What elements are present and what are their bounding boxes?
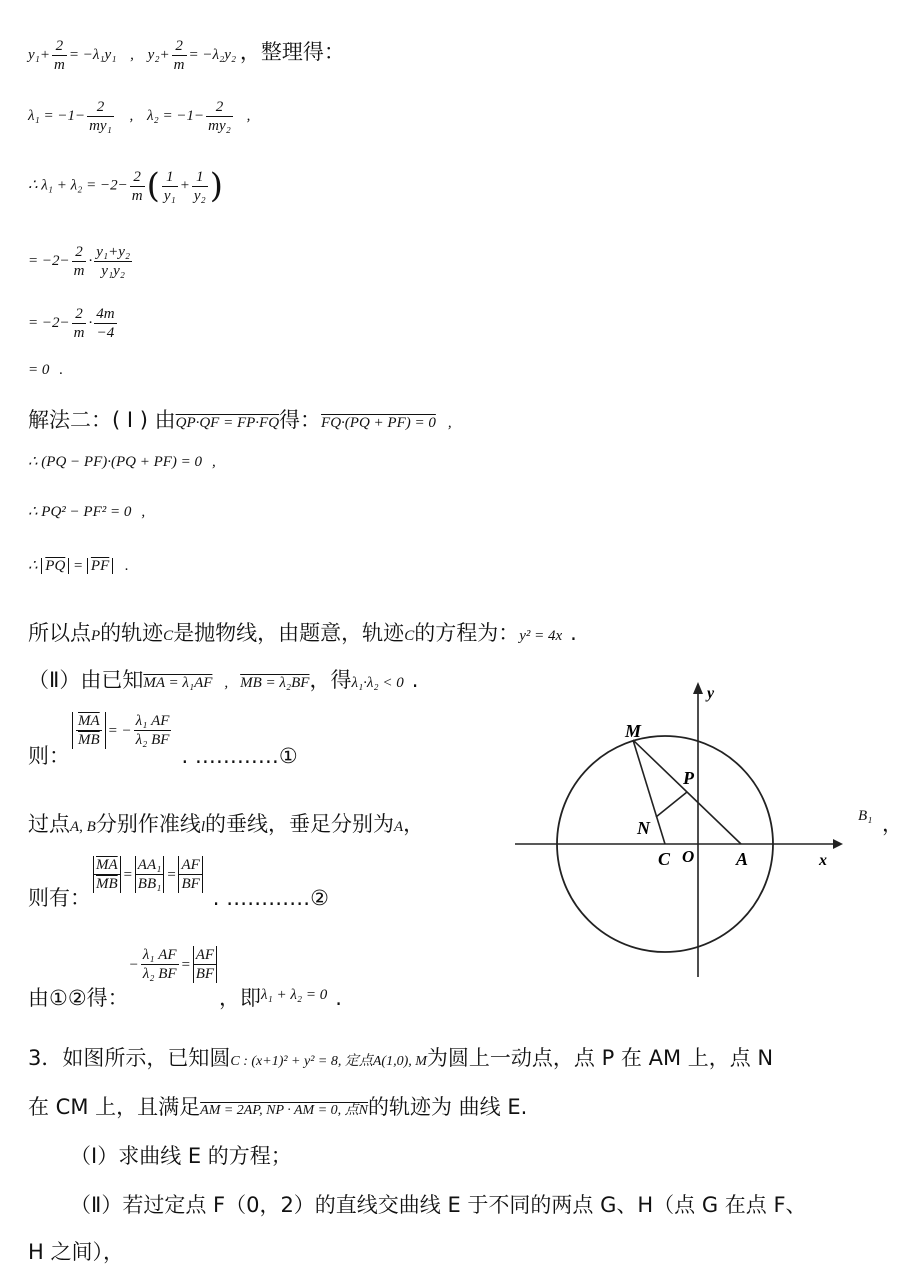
frac-den: m: [131, 187, 143, 204]
frac-den: my₁: [89, 118, 112, 134]
text: 过点: [28, 812, 70, 836]
method2-heading: 解法二：( Ⅰ ) 由: [28, 408, 176, 432]
frac: [72, 712, 106, 749]
frac: [94, 243, 132, 280]
eq-step: = −2−: [28, 314, 70, 331]
frac-num: 2: [87, 98, 114, 117]
eq-rhs: = −λ₁y₁: [68, 47, 117, 63]
frac: [130, 168, 145, 205]
frac-den: m: [173, 57, 185, 74]
problem3-part1: （I）求曲线 E 的方程；: [70, 1144, 292, 1168]
frac-num: 2: [72, 243, 87, 262]
label-b1: B₁: [858, 808, 873, 824]
problem3-part2: （Ⅱ）若过定点 F（0，2）的直线交曲线 E 于不同的两点 G、H（点 G 在点 F、: [70, 1193, 807, 1217]
frac-num: 4m: [96, 306, 115, 322]
eq-result: = 0: [28, 362, 50, 378]
frac: [172, 37, 187, 74]
eq-y1: y₁+: [28, 47, 50, 63]
eq-lambda1: λ₁ = −1−: [28, 107, 86, 124]
frac-num: 2: [206, 98, 233, 117]
frac: [178, 856, 202, 893]
ratio-line-1: [28, 712, 298, 770]
vector-equation: QP·QF = FP·FQ: [175, 415, 280, 431]
parabola-equation: y² = 4x: [519, 628, 563, 644]
comma: ，: [882, 812, 903, 836]
frac-den: y₁: [163, 187, 176, 204]
eq-rhs: = −λ₂y₂: [188, 47, 237, 63]
frac: [72, 305, 87, 342]
frac-den: −4: [96, 325, 115, 341]
eq-sum: ∴ λ₁ + λ₂ = −2−: [28, 177, 128, 194]
label-y: y: [707, 685, 715, 702]
frac-den: λ₂ BF: [142, 966, 177, 982]
frac-den: BF: [195, 966, 215, 982]
frac: [206, 98, 233, 135]
frac-num: 2: [172, 37, 187, 56]
label-circle-2: . …………②: [212, 886, 329, 910]
frac-num: 2: [72, 305, 87, 324]
abs-pf: $\overline{PF}$: [87, 558, 113, 574]
math-l: l: [200, 819, 205, 835]
eq-line-8: ∴ (PQ − PF)·(PQ + PF) = 0 ,: [28, 454, 216, 470]
problem3-line-2: [28, 1091, 527, 1121]
lambda-product: λ₁·λ₂ < 0: [351, 675, 404, 691]
vector-equation: FQ·(PQ + PF) = 0: [321, 415, 436, 431]
eq-y2: y₂+: [147, 47, 170, 63]
text-from-1-2: 由①②得：: [28, 986, 129, 1010]
frac-den: y₂: [193, 187, 206, 204]
frac-den: MB: [78, 732, 100, 748]
frac-den: m: [73, 325, 85, 341]
vector-equation: ∴ PQ² − PF² = 0: [28, 504, 132, 520]
part2-line: （Ⅱ）由已知MA = λ₁AF , MB = λ₂BF，得λ₁·λ₂ < 0 .: [28, 668, 419, 692]
ratio-line-2: 则有： $\frac{\overline{MA}}{MB}$ = $\frac{\text{AA₁}}{\text{BB₁}}$ = $\frac{AF}{BF}$ . …………②: [28, 857, 329, 910]
vector-equation: ∴ (PQ − PF)·(PQ + PF) = 0: [28, 454, 203, 470]
frac: [87, 98, 114, 135]
frac-den: BF: [181, 876, 200, 892]
frac: [141, 946, 179, 983]
frac: [94, 305, 116, 342]
frac-num: AF: [181, 857, 200, 873]
frac-num: 1: [162, 168, 178, 187]
text-get: 得：: [279, 408, 322, 432]
perpendicular-line: 过点A, B分别作准线l的垂线，垂足分别为A，: [28, 812, 425, 836]
frac: [193, 946, 217, 983]
frac-num: y₁+y₂: [96, 244, 131, 260]
problem3-part2-cont: H 之间），: [28, 1240, 124, 1264]
eq-line-1: y₁+ $\frac{2}{m}$ = −λ₁y₁ , y₂+ $\frac{2}{m}$ = −λ₂y₂ ，整理得：: [28, 38, 345, 74]
label-x: x: [819, 852, 827, 869]
eq-step: = −2−: [28, 252, 70, 269]
label-o: O: [682, 847, 695, 866]
equals-sign: =: [73, 558, 84, 574]
label-p: P: [683, 768, 694, 788]
frac-num: AA₁: [137, 857, 162, 873]
frac: [52, 37, 67, 74]
eq-line-5: = −2− $\frac{2}{m}$ · $\frac{4m}{-4}$: [28, 306, 115, 341]
frac-den: BB₁: [137, 876, 162, 892]
lambda-sum: λ₁ + λ₂ = 0: [261, 987, 328, 1003]
frac-num: 2: [52, 37, 67, 56]
equals-neg: = −: [107, 723, 132, 739]
text: 3．如图所示，已知圆: [28, 1046, 231, 1070]
frac-den: m: [73, 263, 85, 279]
frac-den: m: [54, 57, 65, 74]
frac-den: y₁y₂: [101, 263, 126, 279]
math-c: C: [404, 628, 415, 644]
segment-np: [656, 792, 687, 817]
circle-equation: C : (x+1)² + y² = 8, 定点A(1,0), M: [230, 1054, 427, 1069]
text: 是抛物线，由题意，轨迹: [173, 621, 405, 645]
eq-line-6: = 0 .: [28, 362, 64, 378]
frac-num: λ₁ AF: [142, 947, 177, 963]
vector-condition: AM = 2AP, NP · AM = 0, 点N: [200, 1103, 368, 1118]
abs-pq: $\overline{PQ}$: [41, 558, 69, 574]
text-namely: ，即: [219, 986, 262, 1010]
frac-num: λ₁ AF: [135, 713, 170, 729]
math-points: A, B: [70, 819, 96, 835]
frac: [192, 168, 208, 205]
text: ，得: [309, 668, 352, 692]
label-n: N: [637, 818, 650, 838]
text: 的垂线，垂足分别为: [205, 812, 394, 836]
frac-den: MB: [96, 876, 118, 892]
math-c: C: [163, 628, 174, 644]
y-axis-arrow-icon: [693, 682, 703, 694]
eq-line-9: ∴ PQ² − PF² = 0 ,: [28, 504, 146, 520]
frac: [93, 856, 121, 893]
eq-line-2: λ₁ = −1− $\frac{2}{\text{my₁}}$ , λ₂ = −1− $\frac{2}{\text{my₂}}$ ,: [28, 99, 251, 134]
frac-num: $\overline{MA}$: [96, 857, 118, 873]
vector-mb: MB = λ₂BF: [240, 675, 310, 691]
text: 所以点: [28, 621, 91, 645]
frac-num: AF: [195, 947, 215, 963]
text: 的方程为：: [414, 621, 520, 645]
text: 的轨迹为 曲线 E.: [367, 1095, 528, 1119]
text-then-have: 则有：: [28, 886, 91, 910]
geometry-figure: [505, 672, 845, 982]
problem3-line-1: [28, 1042, 773, 1072]
method2-line: 解法二：( Ⅰ ) 由QP·QF = FP·FQ得：FQ·(PQ + PF) = 0 ,: [28, 408, 452, 432]
x-axis-arrow-icon: [833, 839, 843, 849]
therefore-symbol: ∴: [28, 558, 38, 574]
text: 的轨迹: [100, 621, 164, 645]
eq-lambda2: λ₂ = −1−: [147, 107, 205, 124]
frac-num: $\overline{MA}$: [78, 713, 100, 729]
math-p: P: [91, 628, 101, 644]
eq-line-4: = −2− $\frac{2}{m}$ · $\frac{\text{y₁+y₂}}{\text{y₁y₂}}$: [28, 244, 131, 279]
math-a: A: [394, 819, 404, 835]
eq-line-3: ∴ λ₁ + λ₂ = −2− $\frac{2}{m}$ ( $\frac{1}{\text{y₁}}$ + $\frac{1}{\text{y₂}}$ ): [28, 166, 223, 206]
text: 分别作准线: [95, 812, 201, 836]
frac-num: 2: [130, 168, 145, 187]
frac-num: 1: [192, 168, 208, 187]
frac-den: λ₂ BF: [135, 732, 170, 748]
frac: [72, 243, 87, 280]
frac: [162, 168, 178, 205]
text: 在 CM 上，且满足: [28, 1095, 201, 1119]
part2-heading: （Ⅱ）由已知: [28, 668, 144, 692]
vector-ma: MA = λ₁AF: [143, 675, 213, 691]
conclusion-line: 所以点P的轨迹C是抛物线，由题意，轨迹C的方程为：y² = 4x .: [28, 621, 577, 645]
text-then: 则：: [28, 744, 70, 768]
frac-den: my₂: [208, 118, 231, 134]
label-c: C: [658, 849, 671, 869]
text: 为圆上一动点，点 P 在 AM 上，点 N: [426, 1046, 774, 1070]
frac: [135, 856, 165, 893]
label-a: A: [736, 849, 749, 869]
result-line: 由①②得：− $\frac{\text{λ₁ AF}}{\text{λ₂ BF}}$ = $\frac{AF}{BF}$ ，即λ₁ + λ₂ = 0 .: [28, 947, 342, 1010]
label-m: M: [625, 721, 642, 741]
text-arrange: ，整理得：: [239, 40, 345, 64]
frac: [134, 712, 172, 749]
eq-line-10: ∴ $\overline{PQ} = \overline{PF}$ .: [28, 558, 129, 574]
label-circle-1: . …………①: [181, 744, 298, 768]
